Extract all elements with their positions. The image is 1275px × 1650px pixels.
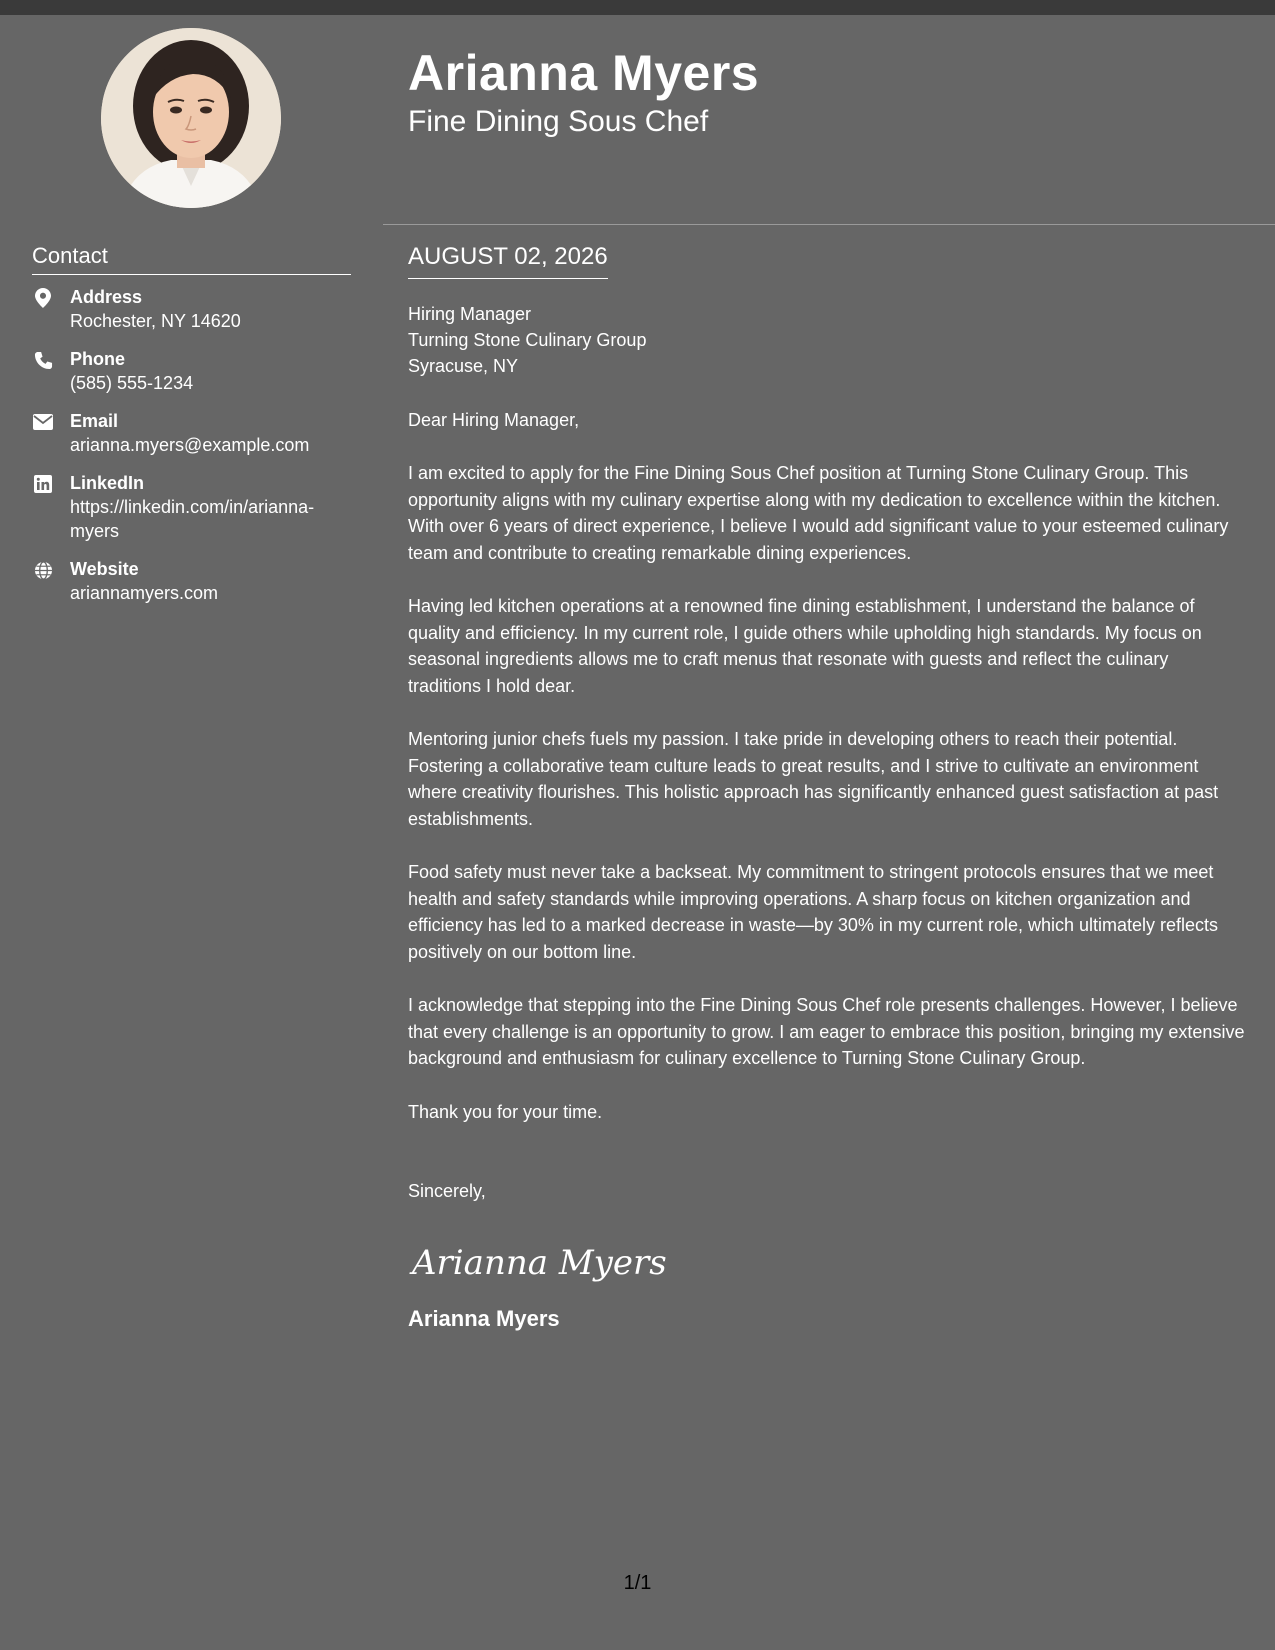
- paragraph: Mentoring junior chefs fuels my passion. I take pride in developing others to reach their potential. Fostering a collaborative team culture leads to great results, and I strive to cultivate an environment where creativity flourishes. This holistic approach has significantly enhanced guest satisfaction at past establishments.: [408, 729, 1219, 829]
- contact-value: Rochester, NY 14620: [70, 311, 241, 331]
- contact-label: Website: [70, 559, 139, 579]
- avatar: [101, 28, 281, 208]
- contact-list: [32, 285, 352, 619]
- paragraph: Having led kitchen operations at a renowned fine dining establishment, I understand the balance of quality and efficiency. In my current role, I guide others while upholding high standards. My focus on seasonal ingredients allows me to craft menus that resonate with guests and reflect the culinary traditions I hold dear.: [408, 596, 1202, 696]
- contact-value[interactable]: https://linkedin.com/in/arianna-myers: [70, 497, 315, 541]
- recipient-line: Turning Stone Culinary Group: [408, 330, 647, 350]
- envelope-icon: [32, 411, 54, 433]
- contact-item-address: [32, 285, 352, 333]
- paragraph: I acknowledge that stepping into the Fine Dining Sous Chef role presents challenges. However, I believe that every challenge is an opportunity to grow. I am eager to embrace this position, bringing my extensive background and enthusiasm for culinary excellence to Turning Stone Culinary Group.: [408, 995, 1245, 1068]
- recipient-line: Syracuse, NY: [408, 356, 519, 376]
- applicant-name: Arianna Myers: [408, 45, 760, 101]
- contact-label: Email: [70, 411, 119, 431]
- signer-name: Arianna Myers: [408, 1306, 560, 1331]
- contact-value[interactable]: arianna.myers@example.com: [70, 435, 310, 455]
- contact-item-website: [32, 557, 352, 605]
- paragraph: I am excited to apply for the Fine Dining Sous Chef position at Turning Stone Culinary Group. This opportunity aligns with my culinary expertise along with my dedication to excellence within the kitchen. With over 6 years of direct experience, I believe I would add significant value to your esteemed culinary team and contribute to creating remarkable dining experiences.: [408, 463, 1229, 563]
- signature-text: Arianna Myers: [412, 1243, 667, 1283]
- contact-label: Address: [70, 287, 143, 307]
- top-bar: [0, 0, 1275, 15]
- salutation: Dear Hiring Manager,: [408, 410, 580, 430]
- page-number: 1/1: [623, 1572, 652, 1594]
- signature: [408, 1232, 1246, 1292]
- paragraph: Thank you for your time.: [408, 1101, 603, 1122]
- contact-label: LinkedIn: [70, 473, 145, 493]
- linkedin-icon: [32, 473, 54, 495]
- paragraph: Food safety must never take a backseat. My commitment to stringent protocols ensures that we meet health and safety standards while improving operations. A sharp focus on kitchen organization and efficiency has led to a marked decrease in waste—by 30% in my current role, which ultimately reflects positively on our bottom line.: [408, 862, 1219, 962]
- contact-item-email: [32, 409, 352, 457]
- closing: Sincerely,: [408, 1181, 486, 1201]
- recipient-block: [408, 301, 1246, 379]
- job-title: Fine Dining Sous Chef: [408, 105, 709, 138]
- contact-item-phone: [32, 347, 352, 395]
- letter-body: [408, 240, 1246, 1334]
- contact-label: Phone: [70, 349, 126, 369]
- recipient-line: Hiring Manager: [408, 304, 532, 324]
- contact-value: (585) 555-1234: [70, 373, 194, 393]
- signature-image: [408, 1232, 668, 1292]
- location-pin-icon: [32, 287, 54, 309]
- avatar-photo: [101, 28, 281, 208]
- contact-heading: Contact: [32, 241, 351, 275]
- sidebar: [0, 15, 383, 1650]
- phone-icon: [32, 349, 54, 371]
- contact-item-linkedin: [32, 471, 352, 543]
- contact-value[interactable]: ariannamyers.com: [70, 583, 219, 603]
- header-divider: [383, 224, 1275, 225]
- globe-icon: [32, 559, 54, 581]
- letter-date: AUGUST 02, 2026: [408, 240, 608, 279]
